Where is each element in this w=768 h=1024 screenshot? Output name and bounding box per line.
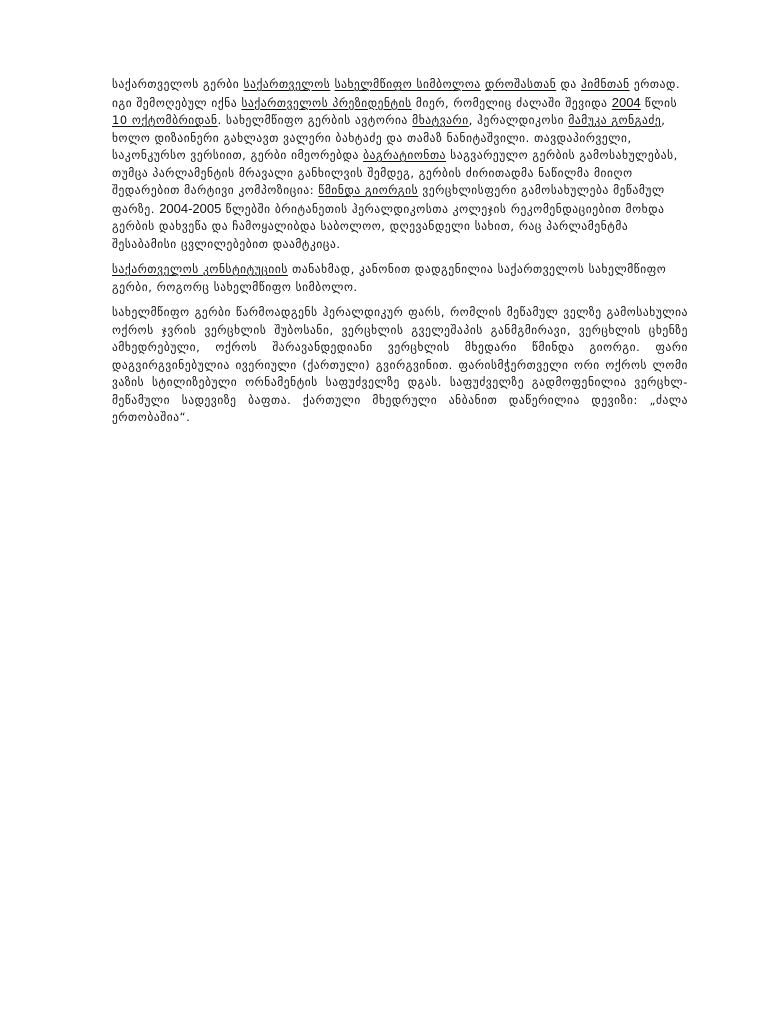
inline-link[interactable]: საქართველოს პრეზიდენტის bbox=[241, 95, 412, 110]
inline-link[interactable]: სახელმწიფო სიმბოლოა bbox=[334, 77, 481, 91]
paragraph-text: წლის bbox=[640, 95, 678, 110]
paragraph-text: სახელმწიფო გერბი წარმოადგენს ჰერალდიკურ ფარს, რომლის მეწამულ ველზე გამოსახულია ოქროს ჯვრის ვერცხლის შუბოსანი, ვერცხლის გველეშაპის განმგმირავი, ვერცხლის ცხენზე ამხედრებული, ოქროს შარავანდედიანი ვერცხლის მხედარი წმინდა გიორგი. ფარი დაგვირგვინებულია ივერიული (ქართული) გვირგვინით. ფარისმჭერთველი ორი ოქროს ლომი ვაზის სტილიზებული ორნამენტის საფუძველზე დგას. საფუძველზე გადმოფენილია ვერცხლ-მეწამული სადევიზე ბაფთა. ქართული მხედრული ანბანით დაწერილია დევიზი: „ძალა ერთობაშია“. bbox=[112, 305, 688, 424]
paragraph-text: , ჰერალდიკოსი bbox=[468, 113, 569, 127]
paragraph-text: საგვარეულო გერბის გამოსახულებას, თუმცა პარლამენტის მრავალი განხილვის შემდეგ, გერბის ძირითადმა ნაწილმა მიიღო შედარებით მარტივი კომპოზიცია: bbox=[112, 148, 678, 197]
paragraph-text: თანახმად, კანონით დადგენილია საქართველოს სახელმწიფო გერბი, როგორც სახელმწიფო სიმბოლო. bbox=[112, 262, 667, 294]
paragraph-intro bbox=[112, 76, 688, 253]
paragraph-text: . სახელმწიფო გერბის ავტორია bbox=[217, 113, 413, 127]
inline-link[interactable]: მამუკა გონგაძე bbox=[568, 113, 662, 127]
inline-link[interactable]: ჰიმნთან bbox=[581, 77, 630, 91]
inline-link[interactable]: საქართველოს კონსტიტუციის bbox=[112, 262, 288, 276]
inline-link[interactable]: მხატვარი bbox=[412, 113, 469, 127]
paragraph-text: და bbox=[556, 77, 582, 91]
paragraph-description bbox=[112, 304, 688, 427]
inline-link[interactable]: 2004 bbox=[611, 94, 641, 110]
paragraph-constitution bbox=[112, 261, 688, 296]
paragraph-text: 2004-2005 bbox=[159, 200, 222, 216]
paragraph-text: , ხოლო დიზაინერი გახლავთ ვალერი ბახტაძე და თამაზ ნანიტაშვილი. თავდაპირველი, საკონკურსო ვერსიით, გერბი იმეორებდა bbox=[112, 113, 666, 162]
inline-link[interactable]: საქართველოს bbox=[243, 77, 331, 91]
inline-link[interactable]: 10 ოქტომბრიდან bbox=[112, 113, 218, 127]
paragraph-text: წლებში ბრიტანეთის ჰერალდიკოსთა კოლეჯის რეკომენდაციებით მოხდა გერბის დახვეწა და ჩამოყალიბდა საბოლოო, დღევანდელი სახით, რაც პარლამენტმა შესაბამისი ცვლილებებით დაამტკიცა. bbox=[112, 201, 665, 251]
inline-link[interactable]: ბაგრატიონთა bbox=[363, 148, 447, 162]
paragraph-text: ერთად. იგი შემოღებულ იქნა bbox=[112, 77, 681, 110]
document-body bbox=[112, 76, 688, 435]
inline-link[interactable]: დროშასთან bbox=[485, 77, 557, 91]
paragraph-text: საქართველოს გერბი bbox=[112, 77, 244, 91]
paragraph-text: ვერცხლისფერი გამოსახულება მეწამულ ფარზე. bbox=[112, 183, 665, 216]
inline-link[interactable]: წმინდა გიორგის bbox=[318, 183, 419, 197]
paragraph-text: მიერ, რომელიც ძალაში შევიდა bbox=[411, 95, 612, 110]
